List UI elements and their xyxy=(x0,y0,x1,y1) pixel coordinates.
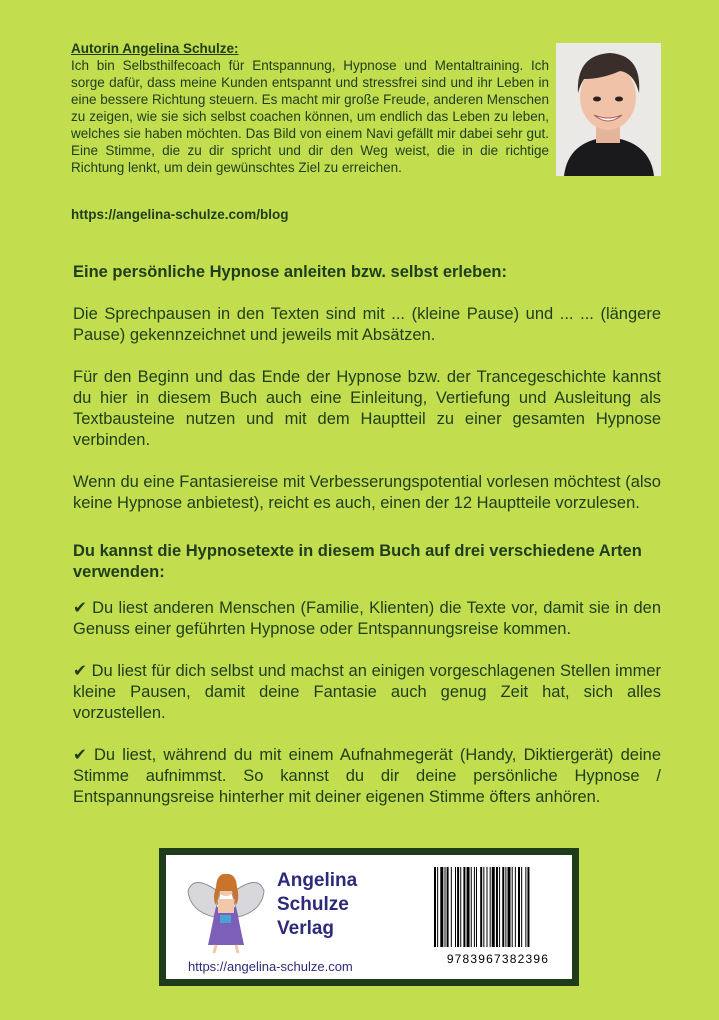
isbn-barcode xyxy=(434,867,562,947)
barcode-bar xyxy=(467,867,470,947)
publisher-name-line-2: Schulze xyxy=(277,894,349,915)
barcode-bar xyxy=(487,867,488,947)
publisher-url[interactable]: https://angelina-schulze.com xyxy=(188,959,353,974)
barcode-bar xyxy=(499,867,500,947)
usage-item-2: ✔ Du liest für dich selbst und machst an einigen vorgeschlagenen Stellen immer kleine Pausen, damit deine Fantasie auch genug Zeit hat, sich alles vorzustellen. xyxy=(73,662,661,722)
barcode-bar xyxy=(502,867,504,947)
isbn-number: 9783967382396 xyxy=(446,952,550,966)
barcode-bar xyxy=(434,867,436,947)
barcode-bar xyxy=(496,867,498,947)
main-content xyxy=(73,262,661,808)
barcode-bar xyxy=(505,867,506,947)
section1-heading: Eine persönliche Hypnose anleiten bzw. selbst erleben: xyxy=(73,263,508,281)
section1-paragraph-3: Wenn du eine Fantasiereise mit Verbesserungspotential vorlesen möchtest (also keine Hypnose anbietest), reicht es auch, einen der 12 Hauptteile vorzulesen. xyxy=(73,473,661,512)
section1-paragraph-2: Für den Beginn und das Ende der Hypnose bzw. der Trancegeschichte kannst du hier in diesem Buch auch eine Einleitung, Vertiefung und Ausleitung als Textbausteine nutzen und mit dem Hauptteil zu einer gesamten Hypnose verbinden. xyxy=(73,368,661,449)
author-bio: Ich bin Selbsthilfecoach für Entspannung, Hypnose und Mentaltraining. Ich sorge dafür, dass meine Kunden entspannt und stressfrei sind und ihr Leben in eine bessere Richtung steuern. Es macht mir große Freude, anderen Menschen zu zeigen, wie sie sich selbst coachen können, um endlich das Leben zu leben, welches sie haben möchten. Das Bild von einem Navi gefällt mir dabei sehr gut. Eine Stimme, die zu dir spricht und dir den Weg weist, die in die richtige Richtung lenkt, um dein gewünschtes Ziel zu erreichen. xyxy=(71,58,549,175)
publisher-name xyxy=(277,869,357,941)
author-photo xyxy=(556,43,661,176)
barcode-bar xyxy=(471,867,472,947)
author-blog-link[interactable]: https://angelina-schulze.com/blog xyxy=(71,207,289,222)
barcode-bar xyxy=(445,867,446,947)
barcode-bar xyxy=(480,867,482,947)
barcode-bar xyxy=(455,867,456,947)
publisher-name-line-3: Verlag xyxy=(277,918,335,939)
author-block xyxy=(71,40,549,176)
barcode-bar xyxy=(437,867,438,947)
barcode-bar xyxy=(463,867,465,947)
barcode-bar xyxy=(460,867,461,947)
publisher-name-line-1: Angelina xyxy=(277,870,358,891)
barcode-bar xyxy=(490,867,491,947)
usage-item-3: ✔ Du liest, während du mit einem Aufnahmegerät (Handy, Diktiergerät) deine Stimme aufnimmst. So kannst du dir deine persönliche Hypnose / Entspannungsreise hinterher mit deiner eigenen Stimme öfters anhören. xyxy=(73,746,661,806)
angel-logo-icon xyxy=(186,865,266,955)
barcode-bar xyxy=(525,867,526,947)
barcode-bar xyxy=(457,867,459,947)
barcode-bar xyxy=(512,867,513,947)
barcode-bar xyxy=(508,867,511,947)
barcode-bar xyxy=(483,867,484,947)
author-heading: Autorin Angelina Schulze: xyxy=(71,41,239,56)
section2-heading: Du kannst die Hypnosetexte in diesem Buch auf drei verschiedene Arten verwenden: xyxy=(73,542,642,581)
publisher-box-inner xyxy=(166,855,572,979)
barcode-bar xyxy=(521,867,522,947)
barcode-bar xyxy=(518,867,520,947)
publisher-box xyxy=(159,848,579,986)
barcode-bar xyxy=(440,867,443,947)
barcode-bar xyxy=(527,867,529,947)
barcode-bar xyxy=(451,867,452,947)
barcode-bar xyxy=(447,867,449,947)
barcode-bar xyxy=(515,867,516,947)
usage-item-1: ✔ Du liest anderen Menschen (Familie, Klienten) die Texte vor, damit sie in den Genuss einer geführten Hypnose oder Entspannungsreise kommen. xyxy=(73,599,661,638)
section1-paragraph-1: Die Sprechpausen in den Texten sind mit ... (kleine Pause) und ... ... (längere Pause) gekennzeichnet und jeweils mit Absätzen. xyxy=(73,305,661,344)
barcode-bar xyxy=(474,867,475,947)
barcode-bar xyxy=(476,867,477,947)
barcode-bar xyxy=(492,867,495,947)
